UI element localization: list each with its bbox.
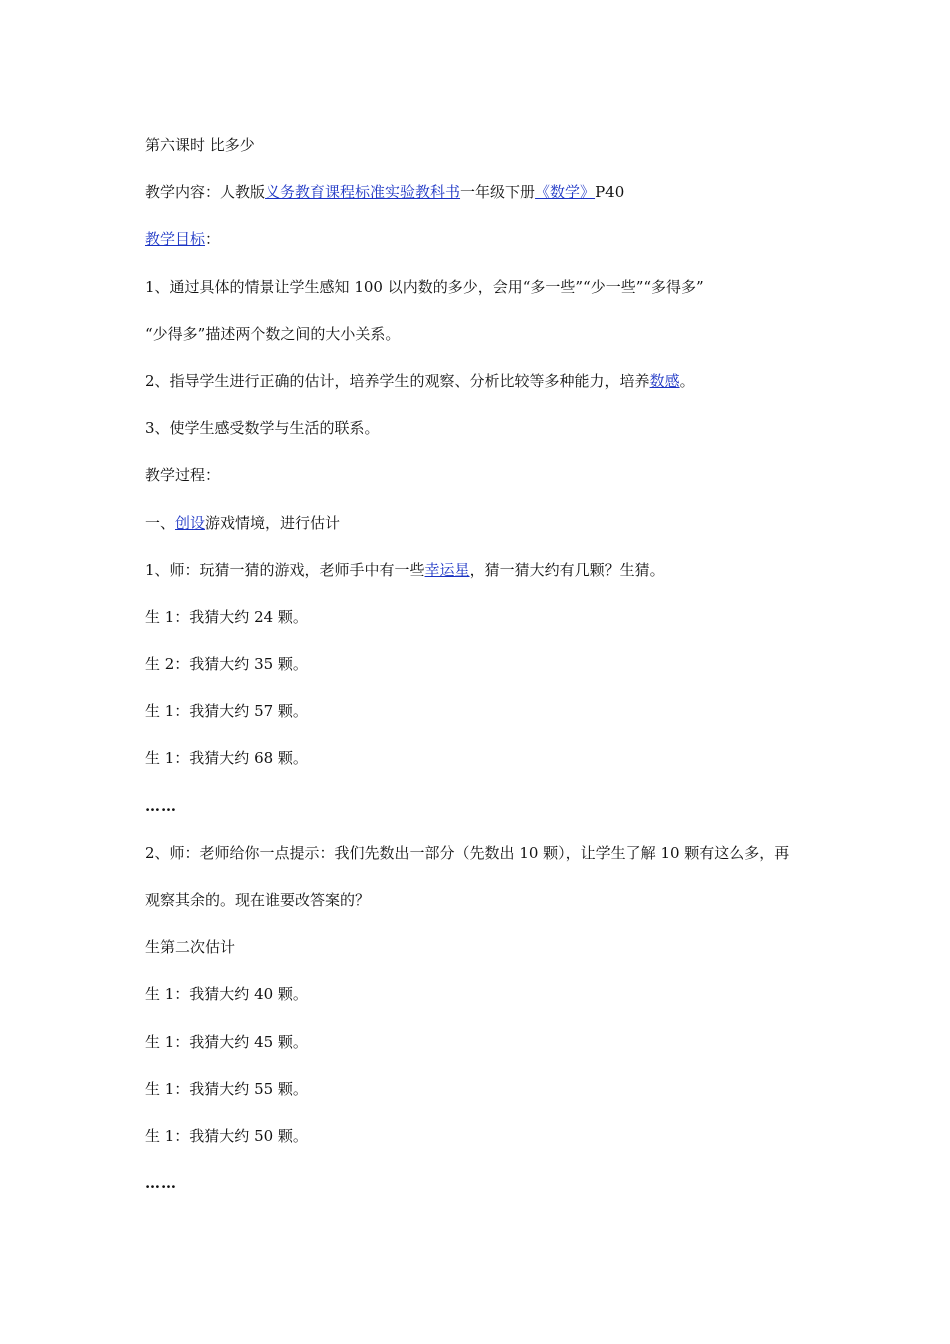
content-suffix: P40 — [595, 183, 625, 202]
textbook-link[interactable]: 义务教育课程标准实验教科书 — [265, 183, 461, 202]
goal-1-line-a: 1、通过具体的情景让学生感知 100 以内数的多少，会用“多一些”“少一些”“多得多” — [145, 277, 704, 296]
step-2-line-a: 2、师：老师给你一点提示：我们先数出一部分（先数出 10 颗），让学生了解 10 颗有这么多，再 — [145, 843, 790, 862]
guess-line: 生 2：我猜大约 35 颗。 — [145, 655, 308, 674]
math-book-link[interactable]: 《数学》 — [535, 183, 596, 202]
goals-heading — [145, 216, 825, 263]
content-prefix: 教学内容：人教版 — [145, 183, 266, 202]
document-page — [145, 122, 825, 1207]
teaching-goals-link[interactable]: 教学目标 — [145, 230, 206, 249]
ellipsis: …… — [145, 796, 177, 815]
goal-2-suffix: 。 — [679, 371, 695, 390]
goal-2-prefix: 2、指导学生进行正确的估计，培养学生的观察、分析比较等多种能力，培养 — [145, 371, 650, 390]
guess-line: 生 1：我猜大约 50 颗。 — [145, 1126, 308, 1145]
lucky-star-link[interactable]: 幸运星 — [424, 560, 470, 579]
process-heading: 教学过程： — [145, 466, 221, 485]
goal-1-line-b: “少得多”描述两个数之间的大小关系。 — [145, 324, 401, 343]
goal-3: 3、使学生感受数学与生活的联系。 — [145, 419, 380, 438]
teaching-content-line — [145, 169, 825, 216]
guess-line: 生 1：我猜大约 55 颗。 — [145, 1079, 308, 1098]
content-middle: 一年级下册 — [460, 183, 536, 202]
number-sense-link[interactable]: 数感 — [649, 371, 680, 390]
goals-heading-colon: ： — [205, 230, 221, 249]
create-link[interactable]: 创设 — [175, 513, 206, 532]
lesson-title: 第六课时 比多少 — [145, 136, 255, 154]
second-estimate-heading: 生第二次估计 — [145, 938, 236, 957]
step-1 — [145, 547, 825, 594]
step-1-prefix: 1、师：玩猜一猜的游戏，老师手中有一些 — [145, 560, 425, 579]
step-2-line-b: 观察其余的。现在谁要改答案的？ — [145, 891, 371, 909]
guess-line: 生 1：我猜大约 40 颗。 — [145, 985, 308, 1004]
ellipsis: …… — [145, 1174, 177, 1193]
guess-line: 生 1：我猜大约 45 颗。 — [145, 1032, 308, 1051]
guess-line: 生 1：我猜大约 24 颗。 — [145, 607, 308, 626]
step-1-suffix: ，猜一猜大约有几颗？生猜。 — [469, 560, 665, 579]
section-1-prefix: 一、 — [145, 513, 176, 532]
section-1-heading — [145, 500, 825, 547]
section-1-suffix: 游戏情境，进行估计 — [205, 513, 341, 532]
guess-line: 生 1：我猜大约 57 颗。 — [145, 702, 308, 721]
guess-line: 生 1：我猜大约 68 颗。 — [145, 749, 308, 768]
goal-2 — [145, 358, 825, 405]
